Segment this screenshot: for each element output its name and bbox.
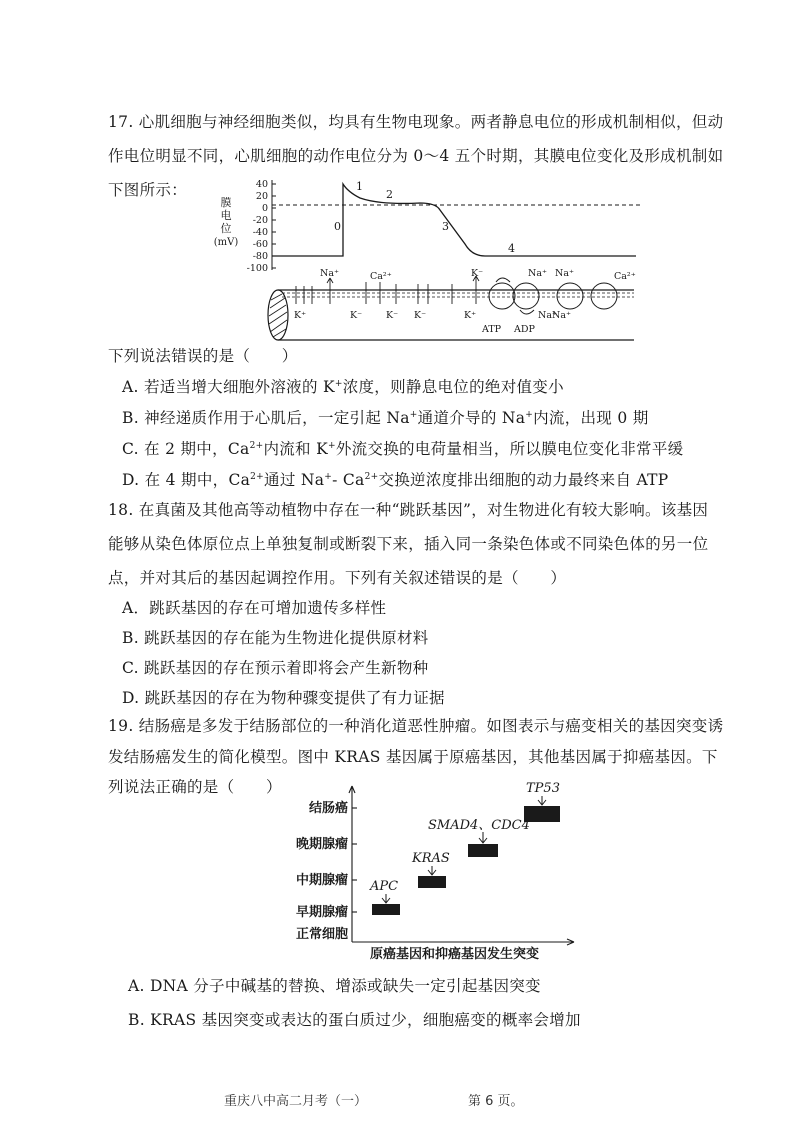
footer-exam-title: 重庆八中高二月考（一）	[224, 1094, 368, 1109]
y-tick: -20	[252, 215, 268, 226]
gene-kras-label: KRAS	[412, 851, 450, 866]
ion-label: K⁻	[471, 268, 484, 279]
footer-page-number: 第 6 页。	[468, 1094, 524, 1109]
q17-option-b-text: B. 神经递质作用于心肌后，一定引起 Na	[122, 409, 410, 427]
y-label-2: 电	[220, 209, 232, 222]
ion-label: K⁻	[414, 310, 427, 321]
gene-apc-label: APC	[370, 879, 399, 894]
q17-option-d-text: 通过 Na	[264, 471, 325, 489]
q18-stem-line-3: 点，并对其后的基因起调控作用。下列有关叙述错误的是（ ）	[108, 569, 567, 587]
y-tick: 40	[255, 179, 268, 190]
ion-label: Na⁺	[538, 310, 557, 321]
q19-stem-line-1: 19. 结肠癌是多发于结肠部位的一种消化道恶性肿瘤。如图表示与癌变相关的基因突变诱	[108, 717, 724, 735]
ion-label: Ca²⁺	[370, 271, 392, 282]
y-label-4: (mV)	[213, 237, 239, 248]
q19-figure	[280, 772, 580, 968]
ion-label: K⁺	[294, 310, 307, 321]
bar-smad4-cdc4	[468, 844, 498, 857]
superscript: +	[409, 409, 418, 420]
superscript: 2+	[249, 440, 264, 451]
superscript: +	[334, 378, 343, 389]
q17-option-b-text: 通道介导的 Na	[417, 409, 526, 427]
stage-late-adenoma: 晚期腺瘤	[295, 837, 348, 852]
q17-figure	[200, 172, 650, 344]
q18-stem-line-2: 能够从染色体原位点上单独复制或断裂下来，插入同一条染色体或不同染色体的另一位	[108, 535, 709, 553]
action-potential-curve	[272, 184, 636, 256]
phase-1-label: 1	[356, 180, 363, 193]
stage-normal-cell: 正常细胞	[295, 927, 348, 942]
gene-tp53-label: TP53	[526, 781, 560, 796]
ion-label: K⁻	[386, 310, 399, 321]
y-tick: -40	[252, 227, 268, 238]
y-tick: -100	[246, 263, 268, 274]
ion-label: Na⁺	[552, 310, 571, 321]
q18-option-d: D. 跳跃基因的存在为物种骤变提供了有力证据	[122, 689, 445, 707]
q17-option-a	[122, 377, 564, 397]
q17-option-a-text: A. 若适当增大细胞外溶液的 K	[122, 378, 335, 396]
phase-3-label: 3	[442, 220, 449, 233]
arrow-tp53	[538, 796, 546, 805]
superscript: +	[324, 471, 333, 482]
q17-option-a-text: 浓度，则静息电位的绝对值变小	[342, 378, 564, 396]
phase-0-label: 0	[334, 220, 341, 233]
q19-stem-line-2: 发结肠癌发生的简化模型。图中 KRAS 基因属于原癌基因，其他基因属于抑癌基因。下	[108, 748, 718, 766]
ion-label: Ca²⁺	[614, 271, 636, 282]
superscript: +	[327, 440, 336, 451]
q17-option-b	[122, 408, 649, 428]
q18-option-c: C. 跳跃基因的存在预示着即将会产生新物种	[122, 659, 429, 677]
ion-label: Na⁺	[555, 268, 574, 279]
q17-option-d	[122, 470, 669, 490]
phase-2-label: 2	[386, 188, 393, 201]
q19-option-b: B. KRAS 基因突变或表达的蛋白质过少，细胞癌变的概率会增加	[128, 1011, 581, 1029]
superscript: 2+	[364, 471, 379, 482]
q17-option-b-text: 内流，出现 0 期	[533, 409, 649, 427]
q17-stem-line-2: 作电位明显不同，心肌细胞的动作电位分为 0～4 五个时期，其膜电位变化及形成机制如	[108, 147, 724, 165]
stage-mid-adenoma: 中期腺瘤	[295, 873, 348, 888]
q17-question: 下列说法错误的是（ ）	[108, 347, 298, 365]
y-tick: -60	[252, 239, 268, 250]
cardiac-cell-diagram	[268, 276, 634, 340]
stage-early-adenoma: 早期腺瘤	[295, 905, 348, 920]
y-tick: -80	[252, 251, 268, 262]
ion-label: Na⁺	[320, 268, 339, 279]
ion-label: K⁻	[350, 310, 363, 321]
q17-stem-line-3: 下图所示：	[108, 181, 188, 199]
pump-label-atp: ATP	[482, 324, 502, 335]
q17-option-d-text: 交换逆浓度排出细胞的动力最终来自 ATP	[378, 471, 669, 489]
gene-smad4-cdc4-label: SMAD4、CDC4	[428, 818, 530, 833]
superscript: 2+	[250, 471, 265, 482]
stage-colon-cancer: 结肠癌	[308, 801, 348, 816]
q18-stem-line-1: 18. 在真菌及其他高等动植物中存在一种“跳跃基因”，对生物进化有较大影响。该基因	[108, 501, 709, 519]
arrow-apc	[382, 894, 390, 903]
pump-label-adp: ADP	[514, 324, 535, 335]
y-tick: 20	[255, 191, 268, 202]
q17-option-c	[122, 439, 683, 459]
q18-option-b: B. 跳跃基因的存在能为生物进化提供原材料	[122, 629, 429, 647]
phase-4-label: 4	[508, 242, 515, 255]
q19-stem-line-3: 列说法正确的是（ ）	[108, 778, 282, 796]
x-axis-label: 原癌基因和抑癌基因发生突变	[370, 947, 540, 962]
y-label-3: 位	[220, 222, 232, 235]
y-ticks	[247, 179, 268, 274]
ion-label: Na⁺	[528, 268, 547, 279]
q17-option-d-text: D. 在 4 期中，Ca	[122, 471, 251, 489]
q17-option-c-text: C. 在 2 期中，Ca	[122, 440, 250, 458]
arrow-kras	[428, 866, 436, 875]
superscript: +	[525, 409, 534, 420]
q17-option-d-text: - Ca	[332, 471, 365, 489]
ion-label: K⁺	[464, 310, 477, 321]
arrow-smad4-cdc4	[479, 832, 487, 843]
q17-option-c-text: 内流和 K	[263, 440, 328, 458]
y-tick: 0	[261, 203, 268, 214]
y-label-1: 膜	[220, 196, 232, 209]
q17-option-c-text: 外流交换的电荷量相当，所以膜电位变化非常平缓	[335, 440, 684, 458]
bar-kras	[418, 876, 446, 888]
q17-stem-line-1: 17. 心肌细胞与神经细胞类似，均具有生物电现象。两者静息电位的形成机制相似，但动	[108, 113, 724, 131]
bar-apc	[372, 904, 400, 915]
q18-option-a: A．跳跃基因的存在可增加遗传多样性	[122, 599, 387, 617]
q19-option-a: A. DNA 分子中碱基的替换、增添或缺失一定引起基因突变	[128, 977, 541, 995]
